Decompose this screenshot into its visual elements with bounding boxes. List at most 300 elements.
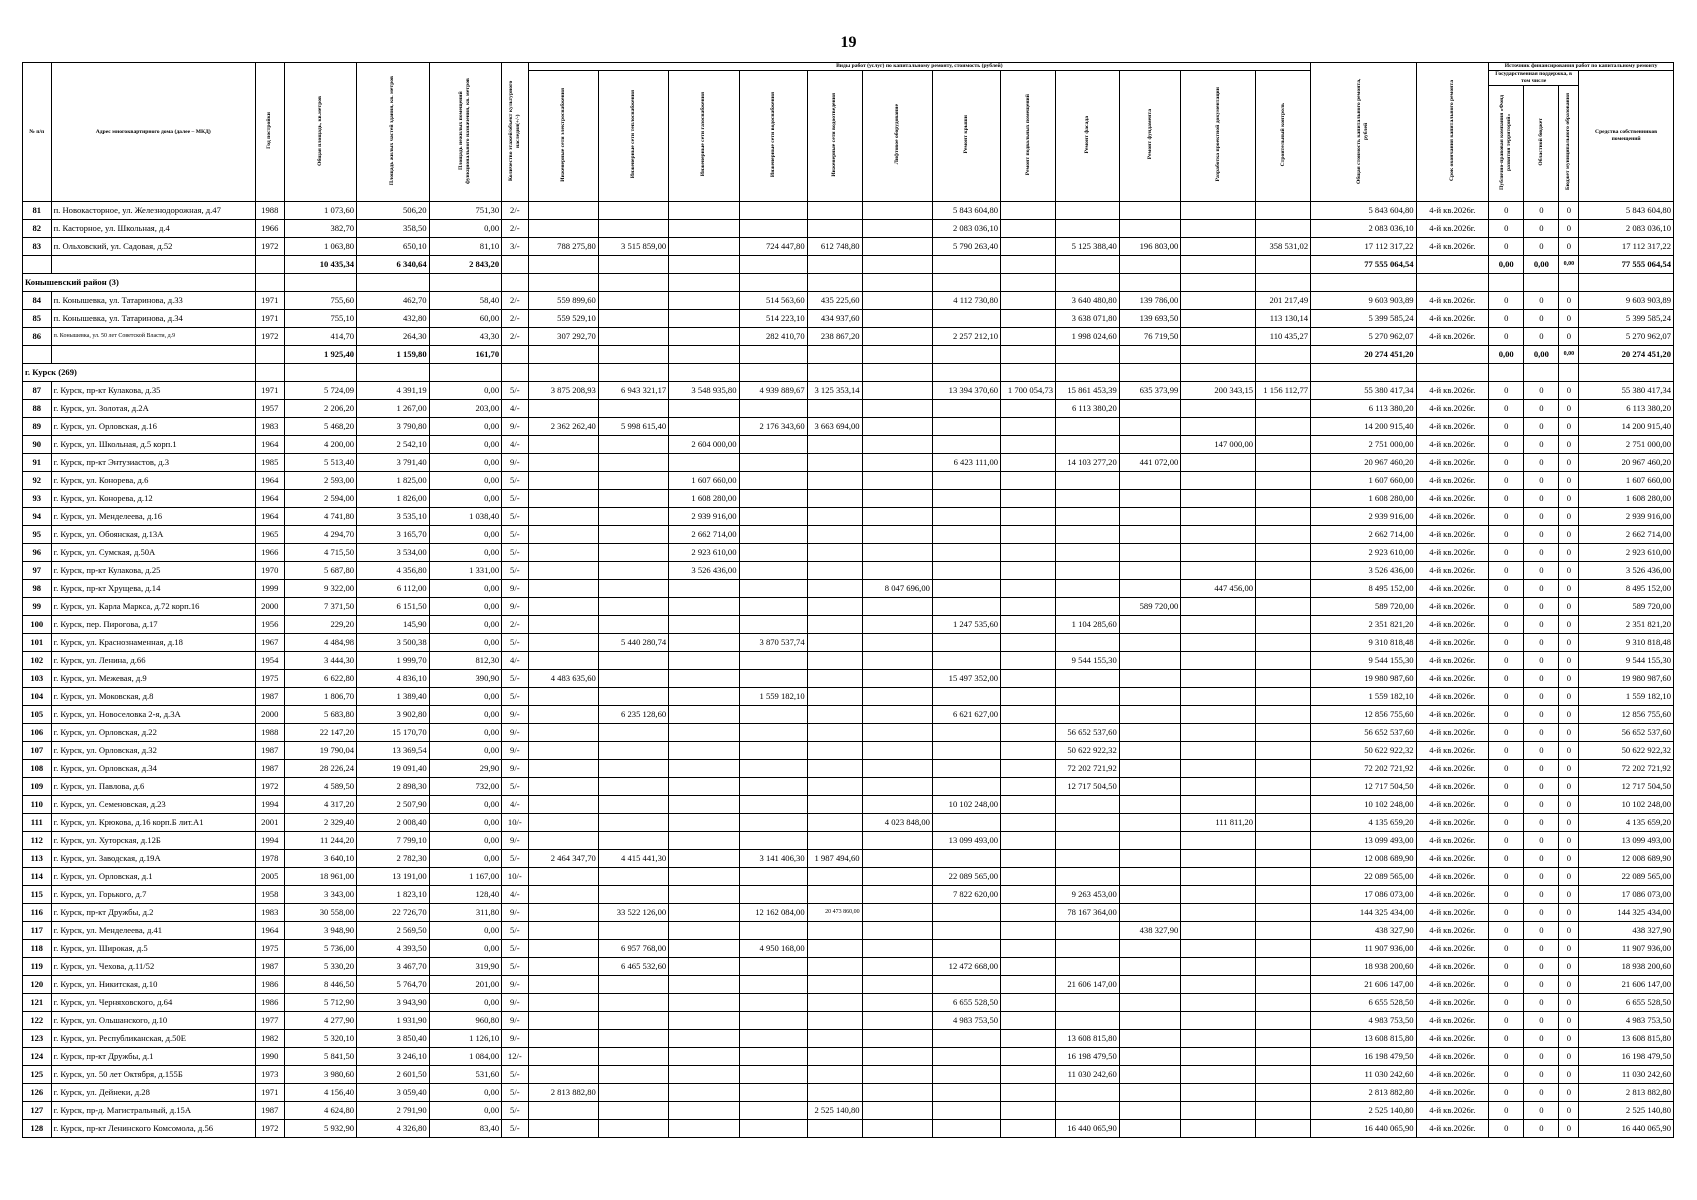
row-year: 1988	[255, 724, 284, 742]
empty-cell	[1181, 274, 1256, 292]
row-municipal: 0	[1559, 670, 1579, 688]
row-nonres-area: 390,90	[429, 670, 502, 688]
row-total-cost: 589 720,00	[1311, 598, 1417, 616]
row-work-6	[932, 310, 1000, 328]
table-row	[23, 742, 1674, 760]
table-row	[23, 922, 1674, 940]
row-work-8: 21 606 147,00	[1056, 976, 1120, 994]
row-municipal: 0	[1559, 958, 1579, 976]
row-year: 1971	[255, 292, 284, 310]
row-owners: 1 607 660,00	[1579, 472, 1674, 490]
row-work-6	[932, 472, 1000, 490]
row-total-cost: 56 652 537,60	[1311, 724, 1417, 742]
row-address: г. Курск, ул. Ольшанского, д.10	[51, 1012, 255, 1030]
row-work-2: 1 607 660,00	[669, 472, 739, 490]
row-deadline: 4-й кв.2026г.	[1416, 1102, 1489, 1120]
row-work-3: 3 870 537,74	[739, 634, 807, 652]
row-total-area: 5 468,20	[284, 418, 357, 436]
row-total-area: 28 226,24	[284, 760, 357, 778]
row-deadline: 4-й кв.2026г.	[1416, 598, 1489, 616]
row-work-3: 2 176 343,60	[739, 418, 807, 436]
row-deadline: 4-й кв.2026г.	[1416, 1066, 1489, 1084]
row-total-area: 5 320,10	[284, 1030, 357, 1048]
row-work-3	[739, 1084, 807, 1102]
row-work-3	[739, 1120, 807, 1138]
row-nonres-area: 1 084,00	[429, 1048, 502, 1066]
row-work-9	[1119, 490, 1181, 508]
row-fund: 0	[1489, 616, 1524, 634]
row-work-4	[807, 706, 862, 724]
row-work-0	[528, 454, 598, 472]
row-work-3	[739, 724, 807, 742]
row-work-11	[1256, 1084, 1311, 1102]
empty-cell	[807, 256, 862, 274]
row-regional: 0	[1524, 994, 1559, 1012]
row-living-area: 2 569,50	[357, 922, 430, 940]
empty-cell	[1311, 364, 1417, 382]
row-work-9	[1119, 1102, 1181, 1120]
row-total-cost: 5 270 962,07	[1311, 328, 1417, 346]
row-owners: 2 525 140,80	[1579, 1102, 1674, 1120]
row-work-2: 1 608 280,00	[669, 490, 739, 508]
row-total-cost: 10 102 248,00	[1311, 796, 1417, 814]
row-total-cost: 2 525 140,80	[1311, 1102, 1417, 1120]
row-work-11	[1256, 670, 1311, 688]
row-owners: 438 327,90	[1579, 922, 1674, 940]
row-total-cost: 5 843 604,80	[1311, 202, 1417, 220]
row-work-5	[862, 868, 932, 886]
row-work-3	[739, 1030, 807, 1048]
row-work-11: 201 217,49	[1256, 292, 1311, 310]
row-work-8	[1056, 418, 1120, 436]
row-regional: 0	[1524, 490, 1559, 508]
row-work-5	[862, 1084, 932, 1102]
row-owners: 1 608 280,00	[1579, 490, 1674, 508]
row-year: 1971	[255, 1084, 284, 1102]
table-row	[23, 904, 1674, 922]
row-owners: 589 720,00	[1579, 598, 1674, 616]
row-year: 2001	[255, 814, 284, 832]
row-nonres-area: 128,40	[429, 886, 502, 904]
row-work-5	[862, 724, 932, 742]
row-work-6: 4 983 753,50	[932, 1012, 1000, 1030]
row-fund: 0	[1489, 418, 1524, 436]
row-owners: 18 938 200,60	[1579, 958, 1674, 976]
row-work-5	[862, 976, 932, 994]
row-work-4: 435 225,60	[807, 292, 862, 310]
table-row	[23, 1120, 1674, 1138]
row-regional: 0	[1524, 238, 1559, 256]
row-work-2	[669, 868, 739, 886]
row-fund: 0	[1489, 670, 1524, 688]
row-work-5	[862, 850, 932, 868]
row-total-area: 22 147,20	[284, 724, 357, 742]
row-index: 92	[23, 472, 52, 490]
row-work-8: 5 125 388,40	[1056, 238, 1120, 256]
row-living-area: 3 246,10	[357, 1048, 430, 1066]
row-total-cost: 17 086 073,00	[1311, 886, 1417, 904]
empty-cell	[739, 364, 807, 382]
row-deadline: 4-й кв.2026г.	[1416, 508, 1489, 526]
row-work-1	[598, 616, 668, 634]
row-work-5	[862, 220, 932, 238]
empty-cell	[1181, 364, 1256, 382]
row-municipal: 0	[1559, 598, 1579, 616]
header-work-5: Лифтовое оборудование	[862, 71, 932, 202]
row-floors: 9/-	[502, 706, 528, 724]
row-work-4	[807, 1066, 862, 1084]
row-index: 107	[23, 742, 52, 760]
row-work-3	[739, 454, 807, 472]
section-label: г. Курск (269)	[23, 364, 256, 382]
empty-cell	[1489, 364, 1524, 382]
table-row	[23, 454, 1674, 472]
row-work-2	[669, 778, 739, 796]
row-fund: 0	[1489, 1066, 1524, 1084]
row-address: г. Курск, ул. Крюкова, д.16 корп.Б лит.А1	[51, 814, 255, 832]
row-living-area: 1 267,00	[357, 400, 430, 418]
row-fund: 0	[1489, 994, 1524, 1012]
row-address: г. Курск, ул. Моковская, д.8	[51, 688, 255, 706]
row-nonres-area: 751,30	[429, 202, 502, 220]
row-living-area: 4 393,50	[357, 940, 430, 958]
row-floors: 9/-	[502, 724, 528, 742]
empty-cell	[1559, 364, 1579, 382]
row-owners: 12 008 689,90	[1579, 850, 1674, 868]
row-owners: 5 843 604,80	[1579, 202, 1674, 220]
row-work-6	[932, 418, 1000, 436]
row-nonres-area: 0,00	[429, 796, 502, 814]
capital-repair-register-table	[22, 62, 1674, 1138]
row-address: г. Курск, ул. Ленина, д.66	[51, 652, 255, 670]
empty-cell	[255, 346, 284, 364]
row-nonres-area: 0,00	[429, 922, 502, 940]
empty-cell	[1256, 346, 1311, 364]
row-work-1	[598, 1102, 668, 1120]
header-municipal-budget: Бюджет муниципального образования	[1559, 86, 1579, 202]
subtotal-regional: 0,00	[1524, 346, 1559, 364]
row-work-0	[528, 742, 598, 760]
row-work-4	[807, 400, 862, 418]
row-work-1	[598, 562, 668, 580]
row-regional: 0	[1524, 958, 1559, 976]
row-index: 118	[23, 940, 52, 958]
row-work-8: 16 440 065,90	[1056, 1120, 1120, 1138]
header-nonresidential-area: Площадь нежилых помещений функционального назначения, кв. метров	[429, 63, 502, 202]
row-work-9	[1119, 886, 1181, 904]
row-address: г. Курск, ул. Краснознаменная, д.18	[51, 634, 255, 652]
row-index: 122	[23, 1012, 52, 1030]
row-work-1	[598, 976, 668, 994]
row-index: 103	[23, 670, 52, 688]
row-address: г. Курск, пр-кт Ленинского Комсомола, д.56	[51, 1120, 255, 1138]
row-owners: 19 980 987,60	[1579, 670, 1674, 688]
row-work-5	[862, 328, 932, 346]
row-total-cost: 17 112 317,22	[1311, 238, 1417, 256]
row-index: 99	[23, 598, 52, 616]
row-work-4	[807, 1012, 862, 1030]
row-work-9	[1119, 778, 1181, 796]
row-living-area: 3 467,70	[357, 958, 430, 976]
row-work-6	[932, 940, 1000, 958]
row-work-5	[862, 1102, 932, 1120]
row-owners: 3 526 436,00	[1579, 562, 1674, 580]
page-number: 19	[840, 34, 857, 51]
row-nonres-area: 0,00	[429, 724, 502, 742]
row-address: г. Курск, пер. Пирогова, д.17	[51, 616, 255, 634]
row-work-4	[807, 832, 862, 850]
row-work-8: 9 544 155,30	[1056, 652, 1120, 670]
row-total-cost: 13 099 493,00	[1311, 832, 1417, 850]
row-work-6	[932, 688, 1000, 706]
row-work-8: 56 652 537,60	[1056, 724, 1120, 742]
row-work-5	[862, 598, 932, 616]
row-total-area: 1 806,70	[284, 688, 357, 706]
row-fund: 0	[1489, 796, 1524, 814]
empty-cell	[598, 274, 668, 292]
row-work-1: 4 415 441,30	[598, 850, 668, 868]
row-floors: 2/-	[502, 310, 528, 328]
row-total-cost: 55 380 417,34	[1311, 382, 1417, 400]
row-address: п. Касторное, ул. Школьная, д.4	[51, 220, 255, 238]
subtotal-nonres-area: 2 843,20	[429, 256, 502, 274]
row-regional: 0	[1524, 1084, 1559, 1102]
row-work-10	[1181, 616, 1256, 634]
row-work-4	[807, 220, 862, 238]
row-work-5	[862, 688, 932, 706]
row-work-1: 3 515 859,00	[598, 238, 668, 256]
table-row	[23, 1048, 1674, 1066]
row-work-1	[598, 202, 668, 220]
row-total-cost: 12 008 689,90	[1311, 850, 1417, 868]
row-living-area: 3 943,90	[357, 994, 430, 1012]
row-year: 1972	[255, 328, 284, 346]
row-total-cost: 4 135 659,20	[1311, 814, 1417, 832]
row-floors: 12/-	[502, 1048, 528, 1066]
row-work-6	[932, 652, 1000, 670]
row-work-8: 9 263 453,00	[1056, 886, 1120, 904]
row-work-5	[862, 886, 932, 904]
row-index: 113	[23, 850, 52, 868]
row-work-0	[528, 958, 598, 976]
row-floors: 5/-	[502, 526, 528, 544]
row-work-8	[1056, 220, 1120, 238]
row-nonres-area: 0,00	[429, 742, 502, 760]
row-regional: 0	[1524, 850, 1559, 868]
row-work-3	[739, 472, 807, 490]
row-work-5	[862, 310, 932, 328]
row-floors: 4/-	[502, 436, 528, 454]
row-total-cost: 12 856 755,60	[1311, 706, 1417, 724]
row-nonres-area: 0,00	[429, 616, 502, 634]
empty-cell	[1579, 364, 1674, 382]
row-municipal: 0	[1559, 508, 1579, 526]
row-work-3: 514 223,10	[739, 310, 807, 328]
row-municipal: 0	[1559, 850, 1579, 868]
row-total-area: 2 593,00	[284, 472, 357, 490]
empty-cell	[502, 346, 528, 364]
empty-cell	[1579, 274, 1674, 292]
row-work-9	[1119, 652, 1181, 670]
row-deadline: 4-й кв.2026г.	[1416, 940, 1489, 958]
row-fund: 0	[1489, 706, 1524, 724]
row-nonres-area: 0,00	[429, 832, 502, 850]
row-work-2: 3 526 436,00	[669, 562, 739, 580]
row-work-9	[1119, 580, 1181, 598]
table-row	[23, 886, 1674, 904]
row-work-8	[1056, 670, 1120, 688]
row-work-0	[528, 220, 598, 238]
row-deadline: 4-й кв.2026г.	[1416, 760, 1489, 778]
row-work-6: 22 089 565,00	[932, 868, 1000, 886]
row-fund: 0	[1489, 922, 1524, 940]
row-municipal: 0	[1559, 922, 1579, 940]
row-work-4	[807, 544, 862, 562]
row-work-9: 76 719,50	[1119, 328, 1181, 346]
table-row	[23, 832, 1674, 850]
empty-cell	[284, 364, 357, 382]
row-work-3	[739, 796, 807, 814]
row-floors: 9/-	[502, 418, 528, 436]
header-living-area: Площадь жилых частей здания, кв. метров	[357, 63, 430, 202]
row-work-8	[1056, 508, 1120, 526]
row-work-2	[669, 328, 739, 346]
empty-cell	[862, 274, 932, 292]
row-work-7	[1001, 760, 1056, 778]
row-address: п. Конышевка, ул. 50 лет Советской Власти, д.9	[51, 328, 255, 346]
row-work-7	[1001, 1102, 1056, 1120]
empty-cell	[1119, 364, 1181, 382]
row-total-area: 5 330,20	[284, 958, 357, 976]
empty-cell	[1416, 274, 1489, 292]
row-work-8	[1056, 706, 1120, 724]
row-index: 88	[23, 400, 52, 418]
row-work-3	[739, 958, 807, 976]
empty-cell	[528, 256, 598, 274]
table-row	[23, 508, 1674, 526]
row-index: 86	[23, 328, 52, 346]
row-municipal: 0	[1559, 382, 1579, 400]
row-nonres-area: 201,00	[429, 976, 502, 994]
row-year: 1990	[255, 1048, 284, 1066]
row-regional: 0	[1524, 832, 1559, 850]
table-row	[23, 868, 1674, 886]
row-work-11: 113 130,14	[1256, 310, 1311, 328]
row-work-0	[528, 400, 598, 418]
empty-cell	[932, 256, 1000, 274]
row-year: 1973	[255, 1066, 284, 1084]
row-work-11	[1256, 832, 1311, 850]
row-total-area: 3 444,30	[284, 652, 357, 670]
row-work-10	[1181, 868, 1256, 886]
row-work-10	[1181, 1012, 1256, 1030]
row-work-9: 438 327,90	[1119, 922, 1181, 940]
row-regional: 0	[1524, 544, 1559, 562]
table-row	[23, 706, 1674, 724]
empty-cell	[932, 274, 1000, 292]
row-work-6	[932, 1102, 1000, 1120]
table-row	[23, 814, 1674, 832]
header-work-0: Инженерные сети электроснабжения	[528, 71, 598, 202]
row-municipal: 0	[1559, 1084, 1579, 1102]
row-floors: 3/-	[502, 238, 528, 256]
row-work-5	[862, 490, 932, 508]
row-nonres-area: 0,00	[429, 688, 502, 706]
empty-cell	[429, 364, 502, 382]
row-work-3: 1 559 182,10	[739, 688, 807, 706]
row-work-1: 6 235 128,60	[598, 706, 668, 724]
row-regional: 0	[1524, 1012, 1559, 1030]
row-work-2	[669, 832, 739, 850]
row-floors: 9/-	[502, 1012, 528, 1030]
row-work-8	[1056, 598, 1120, 616]
row-total-area: 3 948,90	[284, 922, 357, 940]
row-floors: 9/-	[502, 832, 528, 850]
row-work-0	[528, 1120, 598, 1138]
row-work-5	[862, 238, 932, 256]
row-floors: 5/-	[502, 922, 528, 940]
row-work-7	[1001, 994, 1056, 1012]
row-work-2	[669, 742, 739, 760]
row-nonres-area: 319,90	[429, 958, 502, 976]
row-owners: 5 399 585,24	[1579, 310, 1674, 328]
row-owners: 55 380 417,34	[1579, 382, 1674, 400]
row-total-cost: 22 089 565,00	[1311, 868, 1417, 886]
row-total-area: 5 687,80	[284, 562, 357, 580]
row-work-7	[1001, 724, 1056, 742]
empty-cell	[1119, 274, 1181, 292]
row-work-7: 1 700 054,73	[1001, 382, 1056, 400]
row-year: 1977	[255, 1012, 284, 1030]
row-address: г. Курск, ул. Республиканская, д.50Е	[51, 1030, 255, 1048]
subtotal-municipal: 0,00	[1559, 256, 1579, 274]
row-nonres-area: 1 126,10	[429, 1030, 502, 1048]
row-work-10	[1181, 1120, 1256, 1138]
row-municipal: 0	[1559, 490, 1579, 508]
row-deadline: 4-й кв.2026г.	[1416, 706, 1489, 724]
row-year: 1972	[255, 778, 284, 796]
row-work-4: 238 867,20	[807, 328, 862, 346]
row-work-11	[1256, 958, 1311, 976]
row-nonres-area: 29,90	[429, 760, 502, 778]
row-owners: 2 751 000,00	[1579, 436, 1674, 454]
row-total-cost: 13 608 815,80	[1311, 1030, 1417, 1048]
row-owners: 22 089 565,00	[1579, 868, 1674, 886]
row-total-cost: 11 030 242,60	[1311, 1066, 1417, 1084]
row-work-7	[1001, 796, 1056, 814]
row-work-1	[598, 742, 668, 760]
row-work-10	[1181, 652, 1256, 670]
row-work-8	[1056, 202, 1120, 220]
empty-cell	[1416, 256, 1489, 274]
row-work-1: 6 943 321,17	[598, 382, 668, 400]
row-year: 1983	[255, 418, 284, 436]
empty-cell	[1001, 346, 1056, 364]
section-label: Конышевский район (3)	[23, 274, 256, 292]
row-work-10	[1181, 1048, 1256, 1066]
row-living-area: 22 726,70	[357, 904, 430, 922]
row-index: 120	[23, 976, 52, 994]
row-nonres-area: 0,00	[429, 382, 502, 400]
row-work-6	[932, 580, 1000, 598]
row-fund: 0	[1489, 1030, 1524, 1048]
empty-cell	[1559, 274, 1579, 292]
empty-cell	[598, 346, 668, 364]
row-work-4	[807, 742, 862, 760]
row-regional: 0	[1524, 508, 1559, 526]
row-index: 114	[23, 868, 52, 886]
row-work-6	[932, 1066, 1000, 1084]
